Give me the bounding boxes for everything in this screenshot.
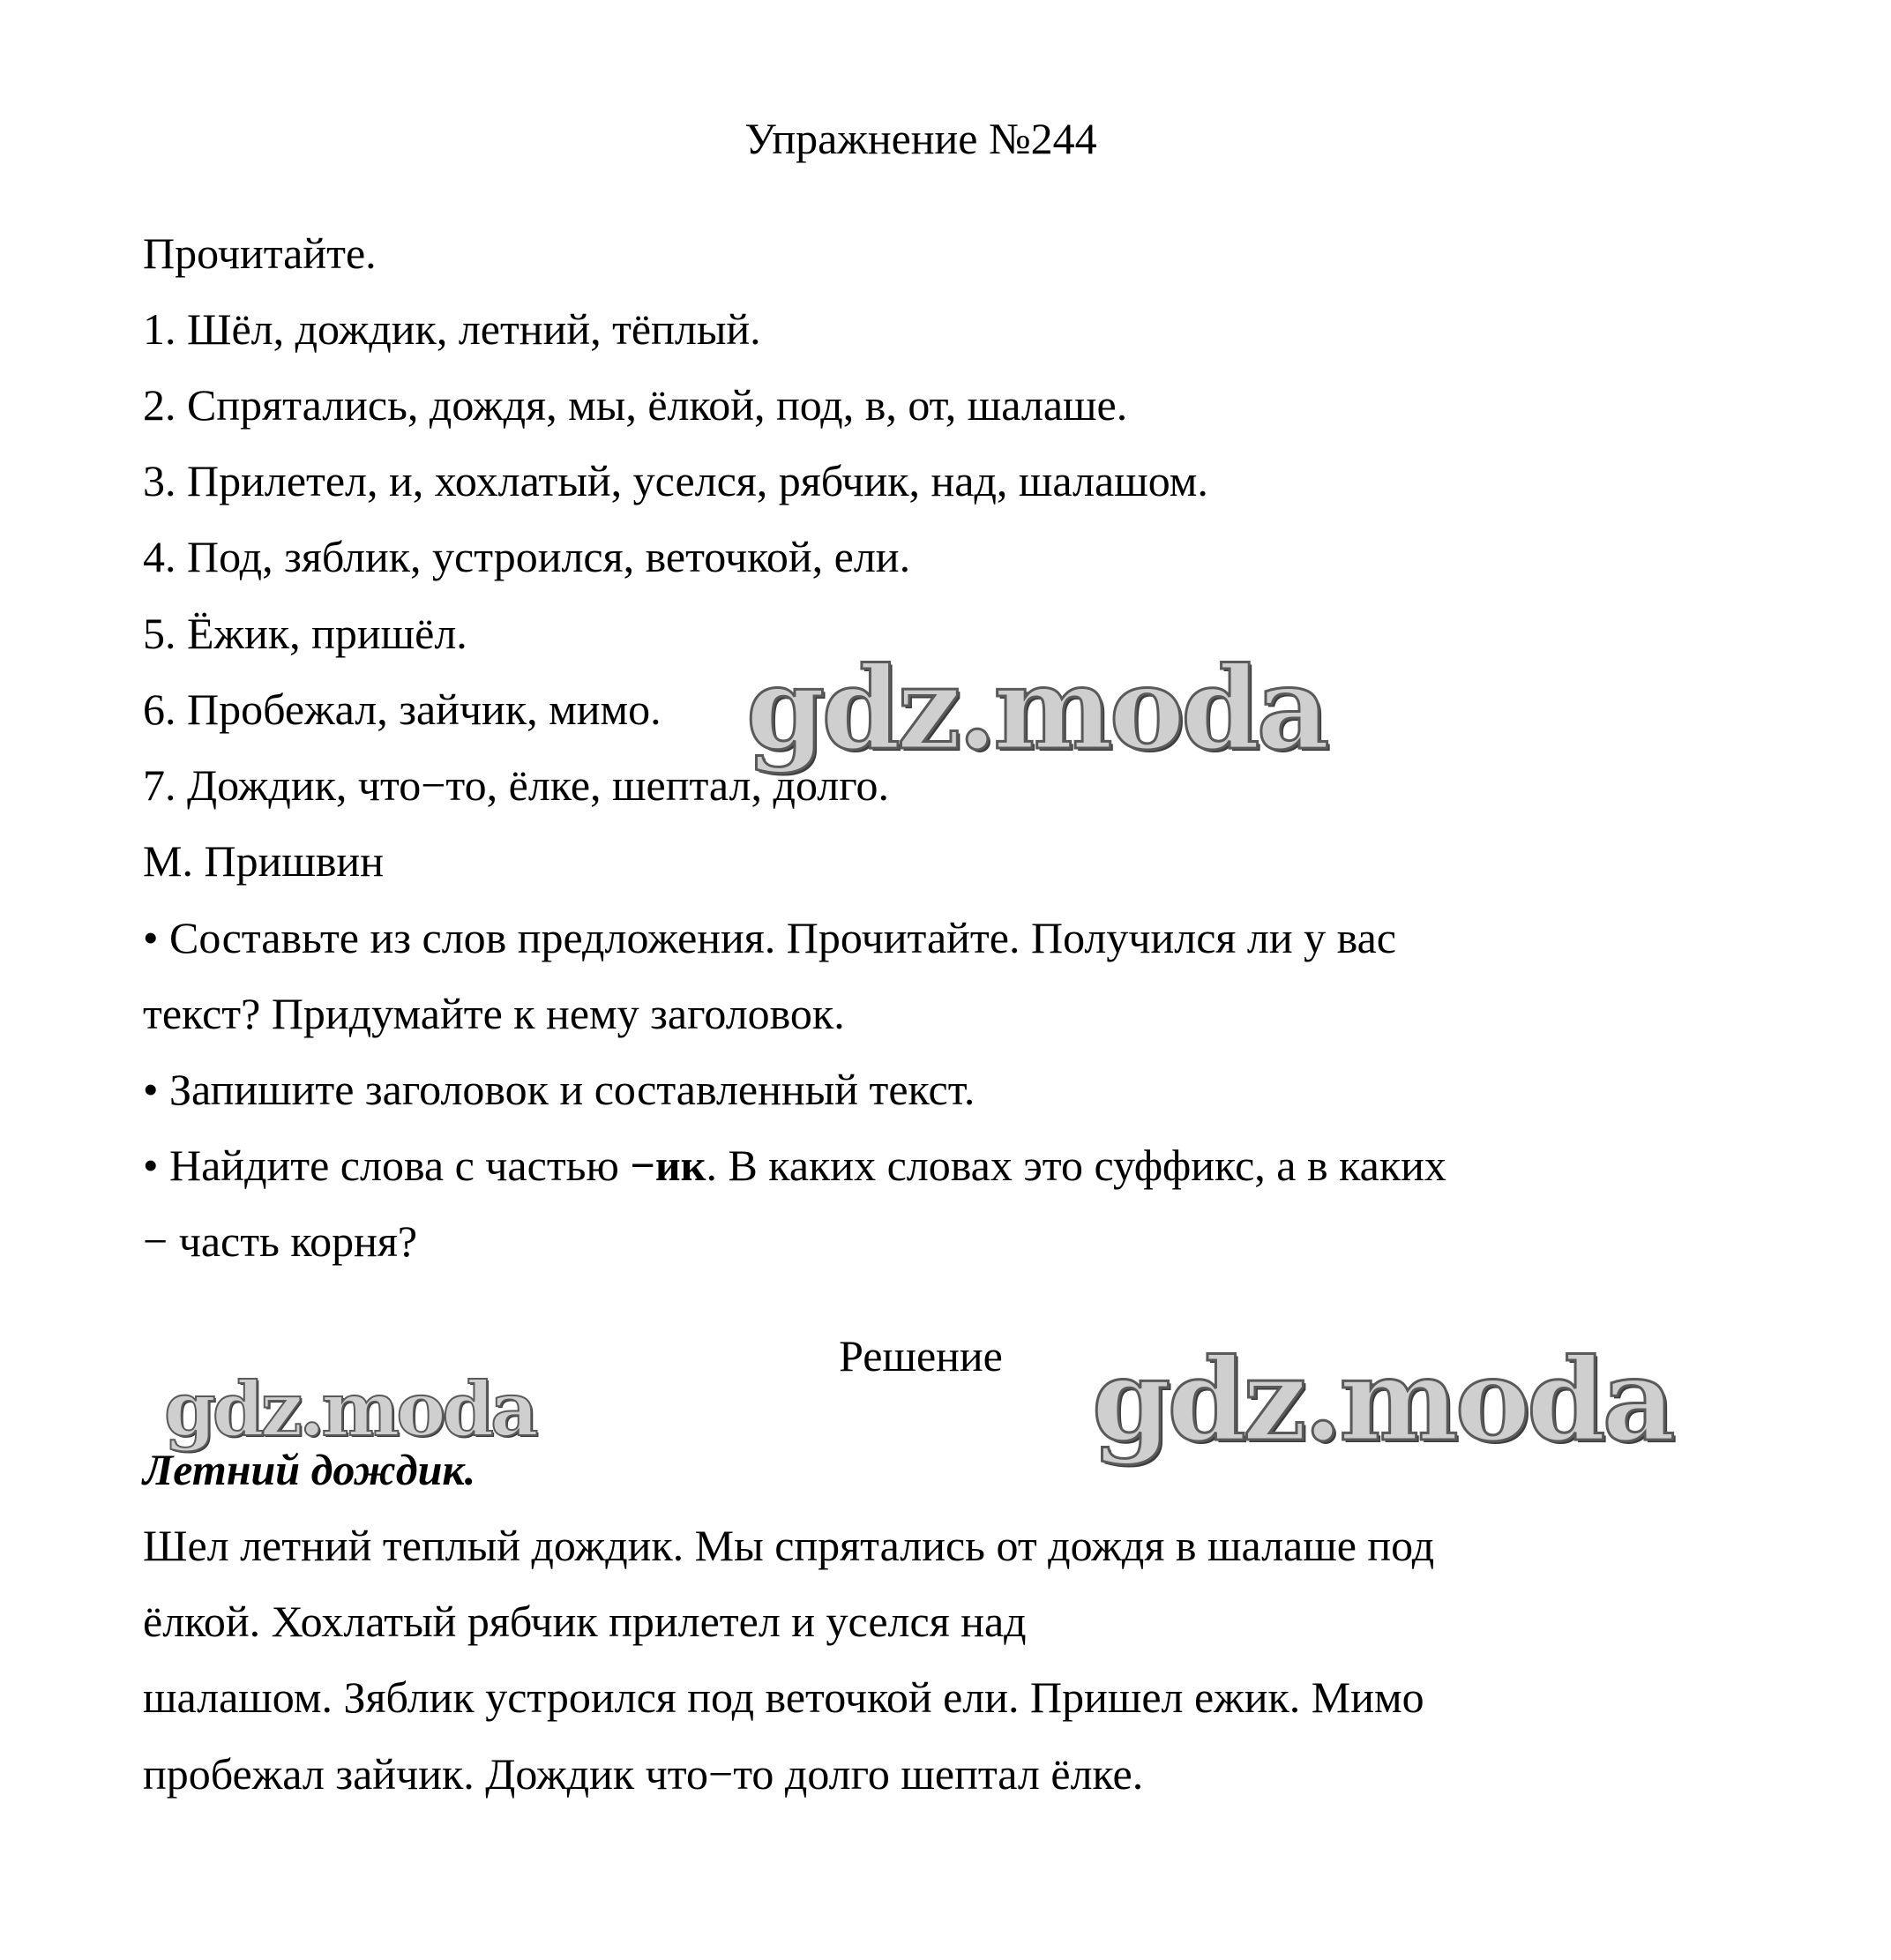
task-text-part: • Найдите слова с частью [143,1141,631,1190]
task-text: − часть корня? [143,1216,418,1266]
list-item: 7. Дождик, что−то, ёлке, шептал, долго. [143,760,889,810]
watermark: gdz.moda [164,1365,535,1453]
list-item: 1. Шёл, дождик, летний, тёплый. [143,304,761,354]
author: М. Пришвин [143,836,384,886]
list-item: 3. Прилетел, и, хохлатый, уселся, рябчик, над, шалашом. [143,456,1208,505]
task-text: • Запишите заголовок и составленный текст. [143,1065,975,1114]
solution-heading: Решение [839,1331,1003,1380]
list-item: 2. Спрятались, дождя, мы, ёлкой, под, в, от, шалаше. [143,380,1128,430]
intro-text: Прочитайте. [143,228,377,278]
exercise-title: Упражнение №244 [744,114,1097,163]
list-item: 4. Под, зяблик, устроился, веточкой, ели. [143,532,911,581]
list-item: 6. Пробежал, зайчик, мимо. [143,685,661,734]
task-text [143,1139,1446,1192]
story-title: Летний дождик. [143,1445,476,1494]
task-text: • Составьте из слов предложения. Прочитайте. Получился ли у вас [143,913,1396,962]
story-line: ёлкой. Хохлатый рябчик прилетел и уселся над [143,1597,1027,1646]
watermark: gdz.moda [746,643,1327,775]
story-line: Шел летний теплый дождик. Мы спрятались от дождя в шалаше под [143,1521,1435,1570]
task-text-part: . В каких словах это суффикс, а в каких [706,1141,1446,1190]
story-line: шалашом. Зяблик устроился под веточкой ели. Пришел ежик. Мимо [143,1672,1424,1722]
suffix-highlight: −ик [630,1141,706,1190]
list-item: 5. Ёжик, пришёл. [143,609,467,658]
story-line: пробежал зайчик. Дождик что−то долго шептал ёлке. [143,1749,1144,1799]
watermark: gdz.moda [1092,1335,1672,1467]
task-text: текст? Придумайте к нему заголовок. [143,989,845,1038]
